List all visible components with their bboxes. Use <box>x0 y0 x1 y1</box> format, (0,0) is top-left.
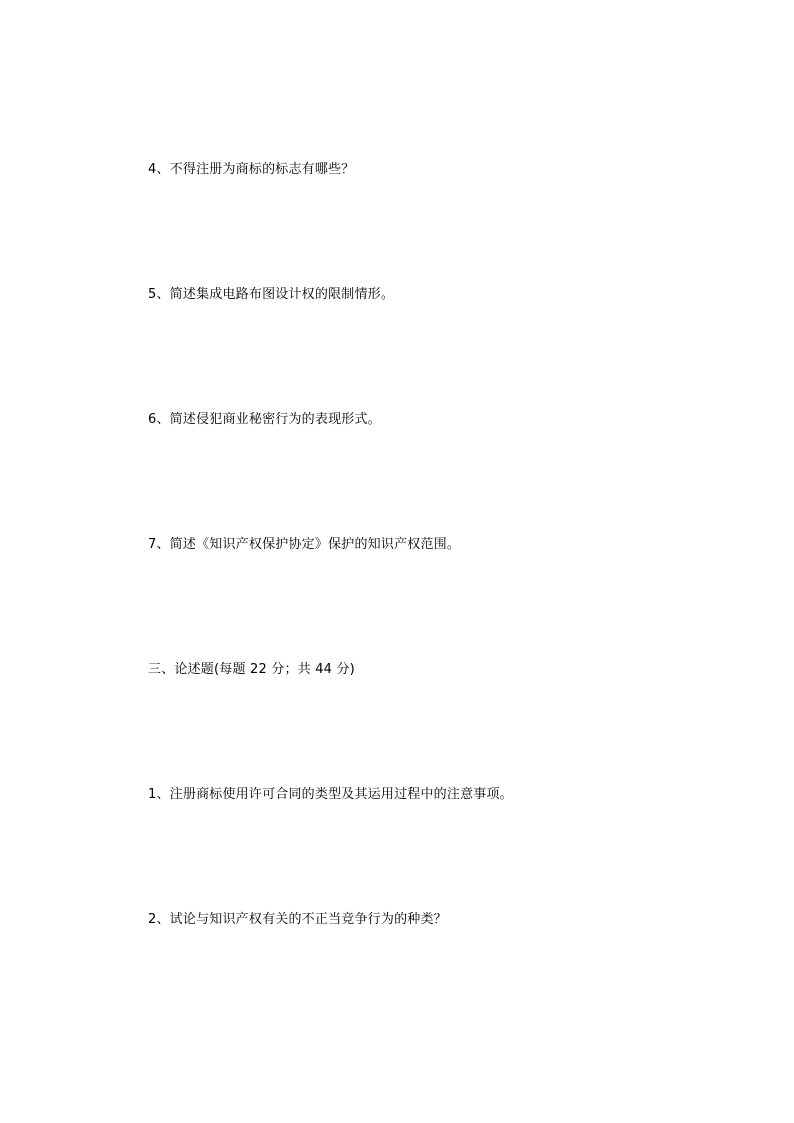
question-5: 5、简述集成电路布图设计权的限制情形。 <box>148 287 395 302</box>
question-4: 4、不得注册为商标的标志有哪些？ <box>148 162 355 177</box>
question-6: 6、简述侵犯商业秘密行为的表现形式。 <box>148 412 381 427</box>
question-7: 7、简述《知识产权保护协定》保护的知识产权范围。 <box>148 537 461 552</box>
essay-question-1: 1、注册商标使用许可合同的类型及其运用过程中的注意事项。 <box>148 787 513 802</box>
essay-question-2: 2、试论与知识产权有关的不正当竞争行为的种类？ <box>148 912 447 927</box>
section-three-heading: 三、论述题(每题 22 分；共 44 分) <box>148 662 355 677</box>
